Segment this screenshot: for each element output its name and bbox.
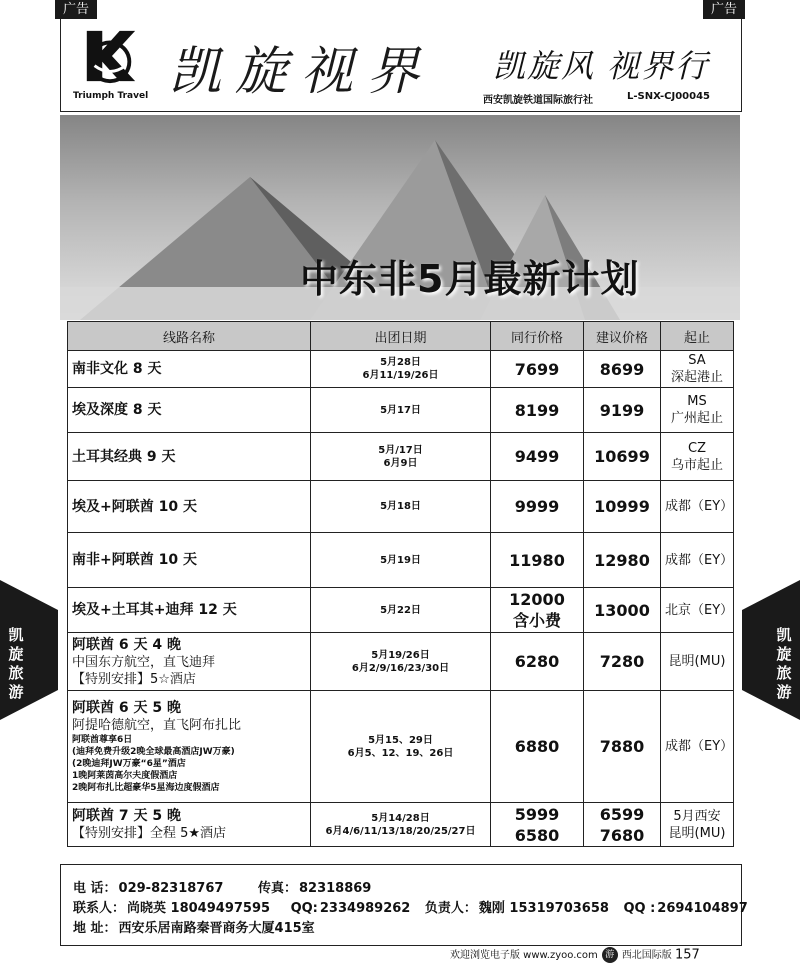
- departure-line: 成都（EY）: [665, 499, 734, 514]
- suggested-price: 12980: [594, 550, 650, 570]
- date-line: 6月4/6/11/13/18/20/25/27日: [325, 825, 476, 837]
- date-line: 5月28日: [380, 357, 421, 368]
- departure-line: 成都（EY）: [665, 739, 734, 754]
- departure-line: 北京（EY）: [665, 602, 734, 618]
- route-note: (2晚迪拜JW万豪“6星”酒店: [72, 759, 186, 769]
- route-cell: [68, 803, 311, 847]
- route-subtitle: 【特别安排】5☆酒店: [72, 671, 196, 687]
- route-cell: [68, 533, 311, 588]
- date-line: 5月19/26日: [371, 649, 430, 661]
- departure-cell: [661, 533, 734, 588]
- departure-line: 昆明(MU): [668, 825, 726, 841]
- route-title: 阿联酋 7 天 5 晚: [72, 808, 181, 824]
- phone-label: 电 话：: [73, 881, 117, 896]
- dates-cell: [311, 388, 491, 433]
- qq1-value: 2334989262: [319, 901, 411, 916]
- route-subtitle: 中国东方航空，直飞迪拜: [72, 654, 216, 670]
- qq2-label: QQ :: [623, 901, 656, 916]
- brand-title: 凯旋视界: [169, 42, 434, 102]
- route-title: 南非文化 8 天: [72, 361, 162, 377]
- route-subtitle: 【特别安排】全程 5★酒店: [72, 826, 227, 841]
- suggested-price-cell: [584, 588, 661, 633]
- peer-price-cell: [491, 633, 584, 691]
- departure-line: CZ: [688, 440, 706, 456]
- peer-price-cell: [491, 588, 584, 633]
- peer-price: 5999: [514, 804, 560, 824]
- departure-line: 5月西安: [673, 808, 721, 824]
- suggested-price-cell: [584, 691, 661, 803]
- route-note: 1晚阿莱茵高尔夫度假酒店: [72, 771, 178, 781]
- suggested-price-cell: [584, 351, 661, 388]
- departure-cell: [661, 803, 734, 847]
- date-line: 5月17日: [380, 404, 421, 416]
- suggested-price: 13000: [594, 600, 650, 620]
- peer-price: 6280: [514, 652, 560, 671]
- table-row: [68, 691, 734, 803]
- date-line: 5月19日: [380, 554, 421, 566]
- contact-line-people: [73, 897, 750, 916]
- route-cell: [68, 633, 311, 691]
- route-cell: [68, 388, 311, 433]
- departure-cell: [661, 351, 734, 388]
- logo-caption: Triumph Travel: [73, 91, 149, 101]
- route-title: 南非+阿联酋 10 天: [72, 552, 197, 568]
- peer-price: 6580: [514, 825, 560, 845]
- route-title: 埃及+土耳其+迪拜 12 天: [72, 602, 237, 618]
- suggested-price: 10999: [594, 497, 650, 516]
- suggested-price: 10699: [594, 447, 650, 466]
- route-note: 2晚阿布扎比超豪华5星海边度假酒店: [72, 783, 220, 793]
- peer-price: 8199: [514, 400, 560, 420]
- route-cell: [68, 588, 311, 633]
- route-subtitle: 阿提哈德航空，直飞阿布扎比: [72, 718, 242, 733]
- fax-label: 传真：: [257, 881, 297, 896]
- dates-cell: [311, 433, 491, 481]
- ad-label-right: 广告: [703, 0, 745, 19]
- address-label: 地 址：: [73, 921, 117, 936]
- departure-cell: [661, 388, 734, 433]
- table-row: [68, 803, 734, 847]
- person-label: 联系人：: [73, 901, 126, 916]
- page-footer: [450, 946, 700, 963]
- triumph-logo-icon: [81, 27, 139, 85]
- table-row: [68, 351, 734, 388]
- suggested-price: 6599: [599, 804, 645, 824]
- date-line: 6月11/19/26日: [362, 370, 439, 381]
- suggested-price-cell: [584, 533, 661, 588]
- dates-cell: [311, 803, 491, 847]
- suggested-price-cell: [584, 481, 661, 533]
- dates-cell: [311, 588, 491, 633]
- side-tab-left: [0, 580, 58, 720]
- contact-line-address: [73, 917, 317, 936]
- dates-cell: [311, 351, 491, 388]
- route-cell: [68, 351, 311, 388]
- suggested-price: 7680: [599, 825, 645, 845]
- route-cell: [68, 691, 311, 803]
- date-line: 5月15、29日: [368, 734, 433, 746]
- header-departure: 起止: [661, 322, 734, 351]
- route-title: 埃及深度 8 天: [72, 402, 162, 418]
- dates-cell: [311, 633, 491, 691]
- page-number: 157: [674, 947, 700, 963]
- date-line: 5月18日: [380, 501, 421, 512]
- fax-number: 82318869: [298, 881, 372, 896]
- suggested-price-cell: [584, 633, 661, 691]
- table-row: [68, 481, 734, 533]
- departure-line: 昆明(MU): [668, 654, 726, 669]
- peer-price-cell: [491, 803, 584, 847]
- header-route: 线路名称: [68, 322, 311, 351]
- peer-price-cell: [491, 351, 584, 388]
- agency-name: 西安凯旋铁道国际旅行社: [483, 95, 593, 106]
- date-line: 6月2/9/16/23/30日: [351, 662, 450, 674]
- contact-box: [60, 864, 748, 946]
- hero-title: 中东非5月最新计划: [300, 257, 640, 301]
- table-row: [68, 388, 734, 433]
- contact-line-phone: [73, 877, 373, 896]
- peer-price-cell: [491, 481, 584, 533]
- manager-value: 魏刚 15319703658: [478, 901, 609, 916]
- table-row: [68, 433, 734, 481]
- slogan: 凯旋风 视界行: [493, 47, 710, 85]
- side-tab-text: 凯旋旅游: [8, 626, 24, 701]
- departure-line: 深起港止: [670, 370, 723, 385]
- peer-price: 9999: [514, 497, 560, 516]
- header-dates: 出团日期: [311, 322, 491, 351]
- departure-cell: [661, 588, 734, 633]
- qq1-label: QQ:: [290, 901, 318, 916]
- ad-label-left: 广告: [55, 0, 97, 19]
- license-number: L-SNX-CJ00045: [627, 91, 710, 102]
- route-title: 阿联酋 6 天 5 晚: [72, 700, 181, 716]
- peer-price-cell: [491, 433, 584, 481]
- hero-banner: [60, 115, 740, 320]
- suggested-price-cell: [584, 388, 661, 433]
- qq2-value: 2694104897: [657, 901, 748, 916]
- route-cell: [68, 433, 311, 481]
- route-title: 土耳其经典 9 天: [72, 448, 176, 465]
- date-line: 5月22日: [380, 604, 421, 616]
- date-line: 5月14/28日: [371, 812, 430, 824]
- peer-price: 11980: [509, 550, 565, 570]
- departure-line: 成都（EY）: [665, 552, 734, 568]
- suggested-price: 9199: [599, 400, 645, 420]
- route-note: 阿联酋尊享6日: [72, 735, 133, 745]
- departure-cell: [661, 433, 734, 481]
- peer-price: 6880: [514, 737, 560, 756]
- peer-price-cell: [491, 388, 584, 433]
- table-header-row: [68, 322, 734, 351]
- route-title: 埃及+阿联酋 10 天: [72, 498, 197, 515]
- departure-cell: [661, 633, 734, 691]
- departure-line: 乌市起止: [670, 457, 723, 473]
- dates-cell: [311, 533, 491, 588]
- departure-line: 广州起止: [670, 411, 723, 426]
- header-suggested-price: 建议价格: [584, 322, 661, 351]
- route-table: [67, 321, 734, 847]
- peer-price-cell: [491, 533, 584, 588]
- dates-cell: [311, 481, 491, 533]
- header: [60, 19, 742, 112]
- departure-cell: [661, 481, 734, 533]
- suggested-price: 7880: [599, 737, 645, 756]
- side-tab-text: 凯旋旅游: [776, 626, 792, 701]
- footer-badge-icon: 游: [602, 947, 618, 963]
- departure-line: SA: [688, 353, 706, 368]
- suggested-price-cell: [584, 433, 661, 481]
- peer-price: 含小费: [512, 611, 561, 630]
- header-peer-price: 同行价格: [491, 322, 584, 351]
- date-line: 6月5、12、19、26日: [347, 747, 454, 759]
- suggested-price: 8699: [599, 359, 645, 379]
- route-cell: [68, 481, 311, 533]
- route-title: 阿联酋 6 天 4 晚: [72, 636, 181, 653]
- suggested-price-cell: [584, 803, 661, 847]
- peer-price: 12000: [509, 590, 565, 609]
- table-row: [68, 588, 734, 633]
- address-value: 西安乐居南路秦晋商务大厦415室: [118, 921, 315, 936]
- side-tab-right: [742, 580, 800, 720]
- manager-label: 负责人：: [424, 901, 477, 916]
- footer-section: 西北国际版: [621, 950, 672, 961]
- peer-price: 7699: [514, 359, 560, 379]
- table-row: [68, 533, 734, 588]
- suggested-price: 7280: [599, 652, 645, 671]
- departure-line: MS: [687, 394, 707, 409]
- date-line: 6月9日: [383, 457, 418, 469]
- departure-cell: [661, 691, 734, 803]
- phone-number: 029-82318767: [118, 881, 224, 896]
- table-row: [68, 633, 734, 691]
- peer-price: 9499: [514, 447, 560, 466]
- person-value: 尚晓英 18049497595: [127, 901, 271, 916]
- peer-price-cell: [491, 691, 584, 803]
- route-note: (迪拜免费升级2晚全球最高酒店JW万豪): [72, 747, 235, 757]
- dates-cell: [311, 691, 491, 803]
- footer-text: 欢迎浏览电子版 www.zyoo.com: [450, 950, 598, 961]
- date-line: 5月/17日: [378, 444, 423, 456]
